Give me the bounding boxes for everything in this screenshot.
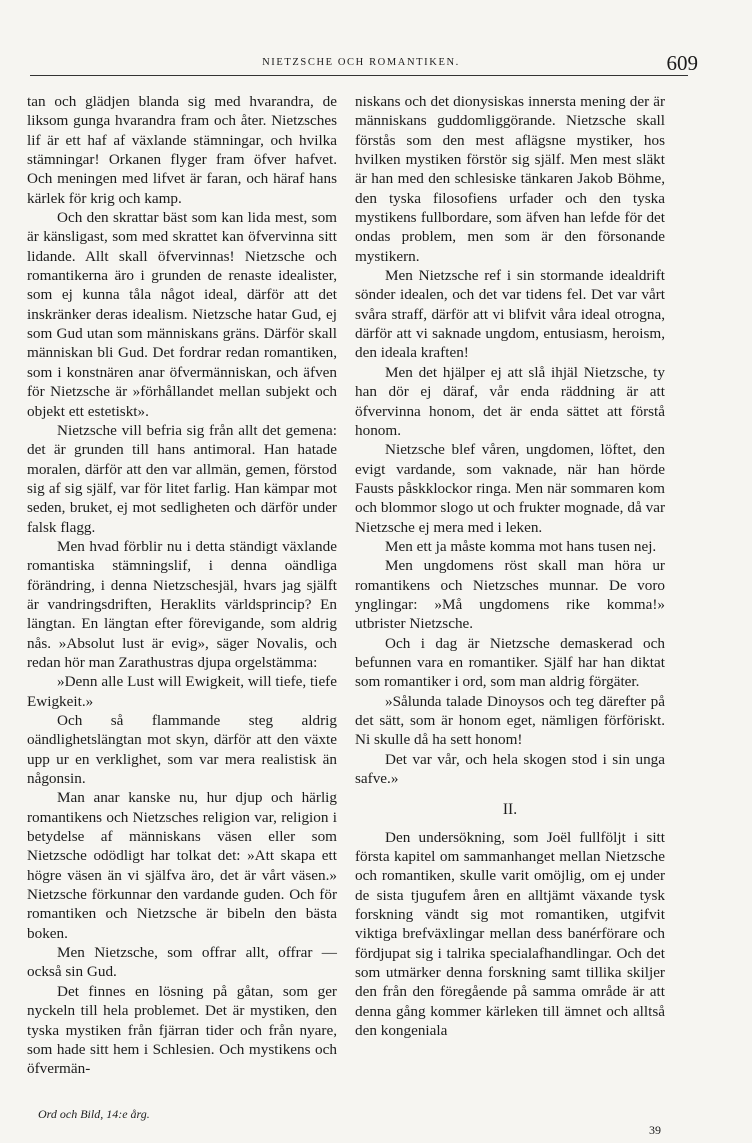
right-column	[355, 92, 665, 1041]
header-rule	[30, 75, 688, 76]
paragraph: Och så flammande steg aldrig oändlighetslängtan mot skyn, därför att den växte upp ur en verklighet, som var mera realistisk än någonsin.	[27, 712, 337, 788]
page-number: 609	[666, 51, 698, 75]
left-column	[27, 92, 337, 1079]
running-title: NIETZSCHE OCH ROMANTIKEN.	[262, 57, 460, 68]
running-head	[30, 51, 698, 77]
paragraph: Man anar kanske nu, hur djup och härlig romantikens och Nietzsches religion var, religion i betydelse af människans väsen eller som Nietzsche odödligt har tolkat det: »Att skapa ett högre väsen än vi själfva äro, det är vårt väsen.» Nietzsche förkunnar den vardande guden. Och för romantiken och Nietzsche är bibeln den bästa boken.	[27, 789, 337, 942]
paragraph: niskans och det dionysiskas innersta mening der är människans guddomliggörande. Nietzsche skall förstås som den mest aflägsne mystiker, hos hvilken mystiken förstör sig själf. Men mest släkt är han med den schlesiske tänkaren Jakob Böhme, den tyska filosofiens urfader och den tyska mystikens fullbordare, som äfven han lefde för det ondas problem, men som är den försonande mystikern.	[355, 93, 665, 265]
paragraph: Och den skrattar bäst som kan lida mest, som är känsligast, som med skrattet kan öfvervinna sitt lidande. Allt skall öfvervinnas! Nietzsche och romantikerna äro i grunden de renaste idealister, som ej kunna tåla något ideal, därför att det inskränker deras idealism. Nietzsche hatar Gud, ej som Gud utan som människans gräns. Därför skall människan bli Gud. Det fordrar redan romantiken, som i konstnären anar öfvermänniskan, och äfven för Nietzsche är »förhållandet mellan subjekt och objekt ett estetiskt».	[27, 209, 337, 420]
quotation: Det var vår, och hela skogen stod i sin unga safve.»	[355, 750, 665, 788]
paragraph: Men det hjälper ej att slå ihjäl Nietzsche, ty han dör ej däraf, vår enda räddning är att öfvervinna honom, det är enda sättet att förstå honom.	[355, 363, 665, 439]
paragraph: Nietzsche blef våren, ungdomen, löftet, den evigt vardande, som vaknade, när han hörde Fausts påskklockor ringa. Men när sommaren kom och blommor slogo ut och frukter mognade, då var Nietzsche ej mera med i leken.	[355, 441, 665, 536]
paragraph: Men Nietzsche ref i sin stormande idealdrift sönder idealen, och det var tidens fel. Det var vårt svåra straff, därför att vi blifvit våra ideal otrogna, därför att vi saknade ungdom, entusiasm, heroism, den ideala kraften!	[355, 267, 665, 362]
paragraph: tan och glädjen blanda sig med hvarandra, de liksom gunga hvarandra fram och åter. Nietzsches lif är ett haf af växlande stämningar, och hvilka stämningar! Orkanen flyger fram öfver hafvet. Och meningen med lifvet är faran, och häraf hans kärlek för krig och kamp.	[27, 93, 337, 207]
paragraph: Nietzsche vill befria sig från allt det gemena: det är grunden till hans antimoral. Han hatade moralen, därför att den var allmän, gemen, förstod sig af sig själf, var för litet farlig. Han kämpar mot seden, bruket, ej mot sedligheten och därför under falsk flagg.	[27, 421, 337, 536]
paragraph: Men hvad förblir nu i detta ständigt växlande romantiska stämningslif, i denna oändliga förändring, i denna Nietzschesjäl, hvars jag själft är vandringsdriften, Heraklits världsprincip? En längtan. En längtan efter förevigande, som aldrig nås. »Absolut lust är evig», säger Novalis, och redan hör man Zarathustras djupa orgelstämma:	[27, 537, 337, 671]
quotation: »Sålunda talade Dinoysos och teg därefter på det sätt, som är honom eget, nämligen förföriskt. Ni skulle då ha sett honom!	[355, 692, 665, 749]
section-number: II.	[502, 801, 518, 819]
signature-mark: 39	[649, 1123, 661, 1137]
paragraph: Det finnes en lösning på gåtan, som ger nyckeln till hela problemet. Det är mystiken, den tyska mystiken från fjärran tider och från nyare, som hade sitt hem i Schlesien. Och mystikens och öfvermän-	[27, 982, 337, 1078]
paragraph: Den undersökning, som Joël fullföljt i sitt första kapitel om sammanhanget mellan Nietzsche och romantiken, skulle varit omöjlig, om ej under de sista tjugufem åren en alltjämt växande tysk forskning vändt sig mot romantiken, utgifvit viktiga brefväxlingar mellan dess banérförare och fördjupat sig i talrika specialafhandlingar. Och det som utmärker denna forskning samt tillika skiljer den från den föregående på samma område är att denna gång kommer kärleken till ämnet och alltså den kongeniala	[355, 828, 665, 1040]
paragraph: Men ungdomens röst skall man höra ur romantikens och Nietzsches munnar. De voro ynglingar: »Må ungdomens rike komma!» utbrister Nietzsche.	[355, 557, 665, 633]
footer-source: Ord och Bild, 14:e årg.	[38, 1107, 150, 1121]
paragraph: Och i dag är Nietzsche demaskerad och befunnen vara en romantiker. Själf har han diktat som romantiker i ord, som man aldrig förgäter.	[355, 634, 665, 691]
paragraph: Men ett ja måste komma mot hans tusen nej.	[385, 537, 657, 555]
paragraph: Men Nietzsche, som offrar allt, offrar — också sin Gud.	[27, 944, 337, 981]
quotation: »Denn alle Lust will Ewigkeit, will tiefe, tiefe Ewigkeit.»	[27, 673, 337, 710]
